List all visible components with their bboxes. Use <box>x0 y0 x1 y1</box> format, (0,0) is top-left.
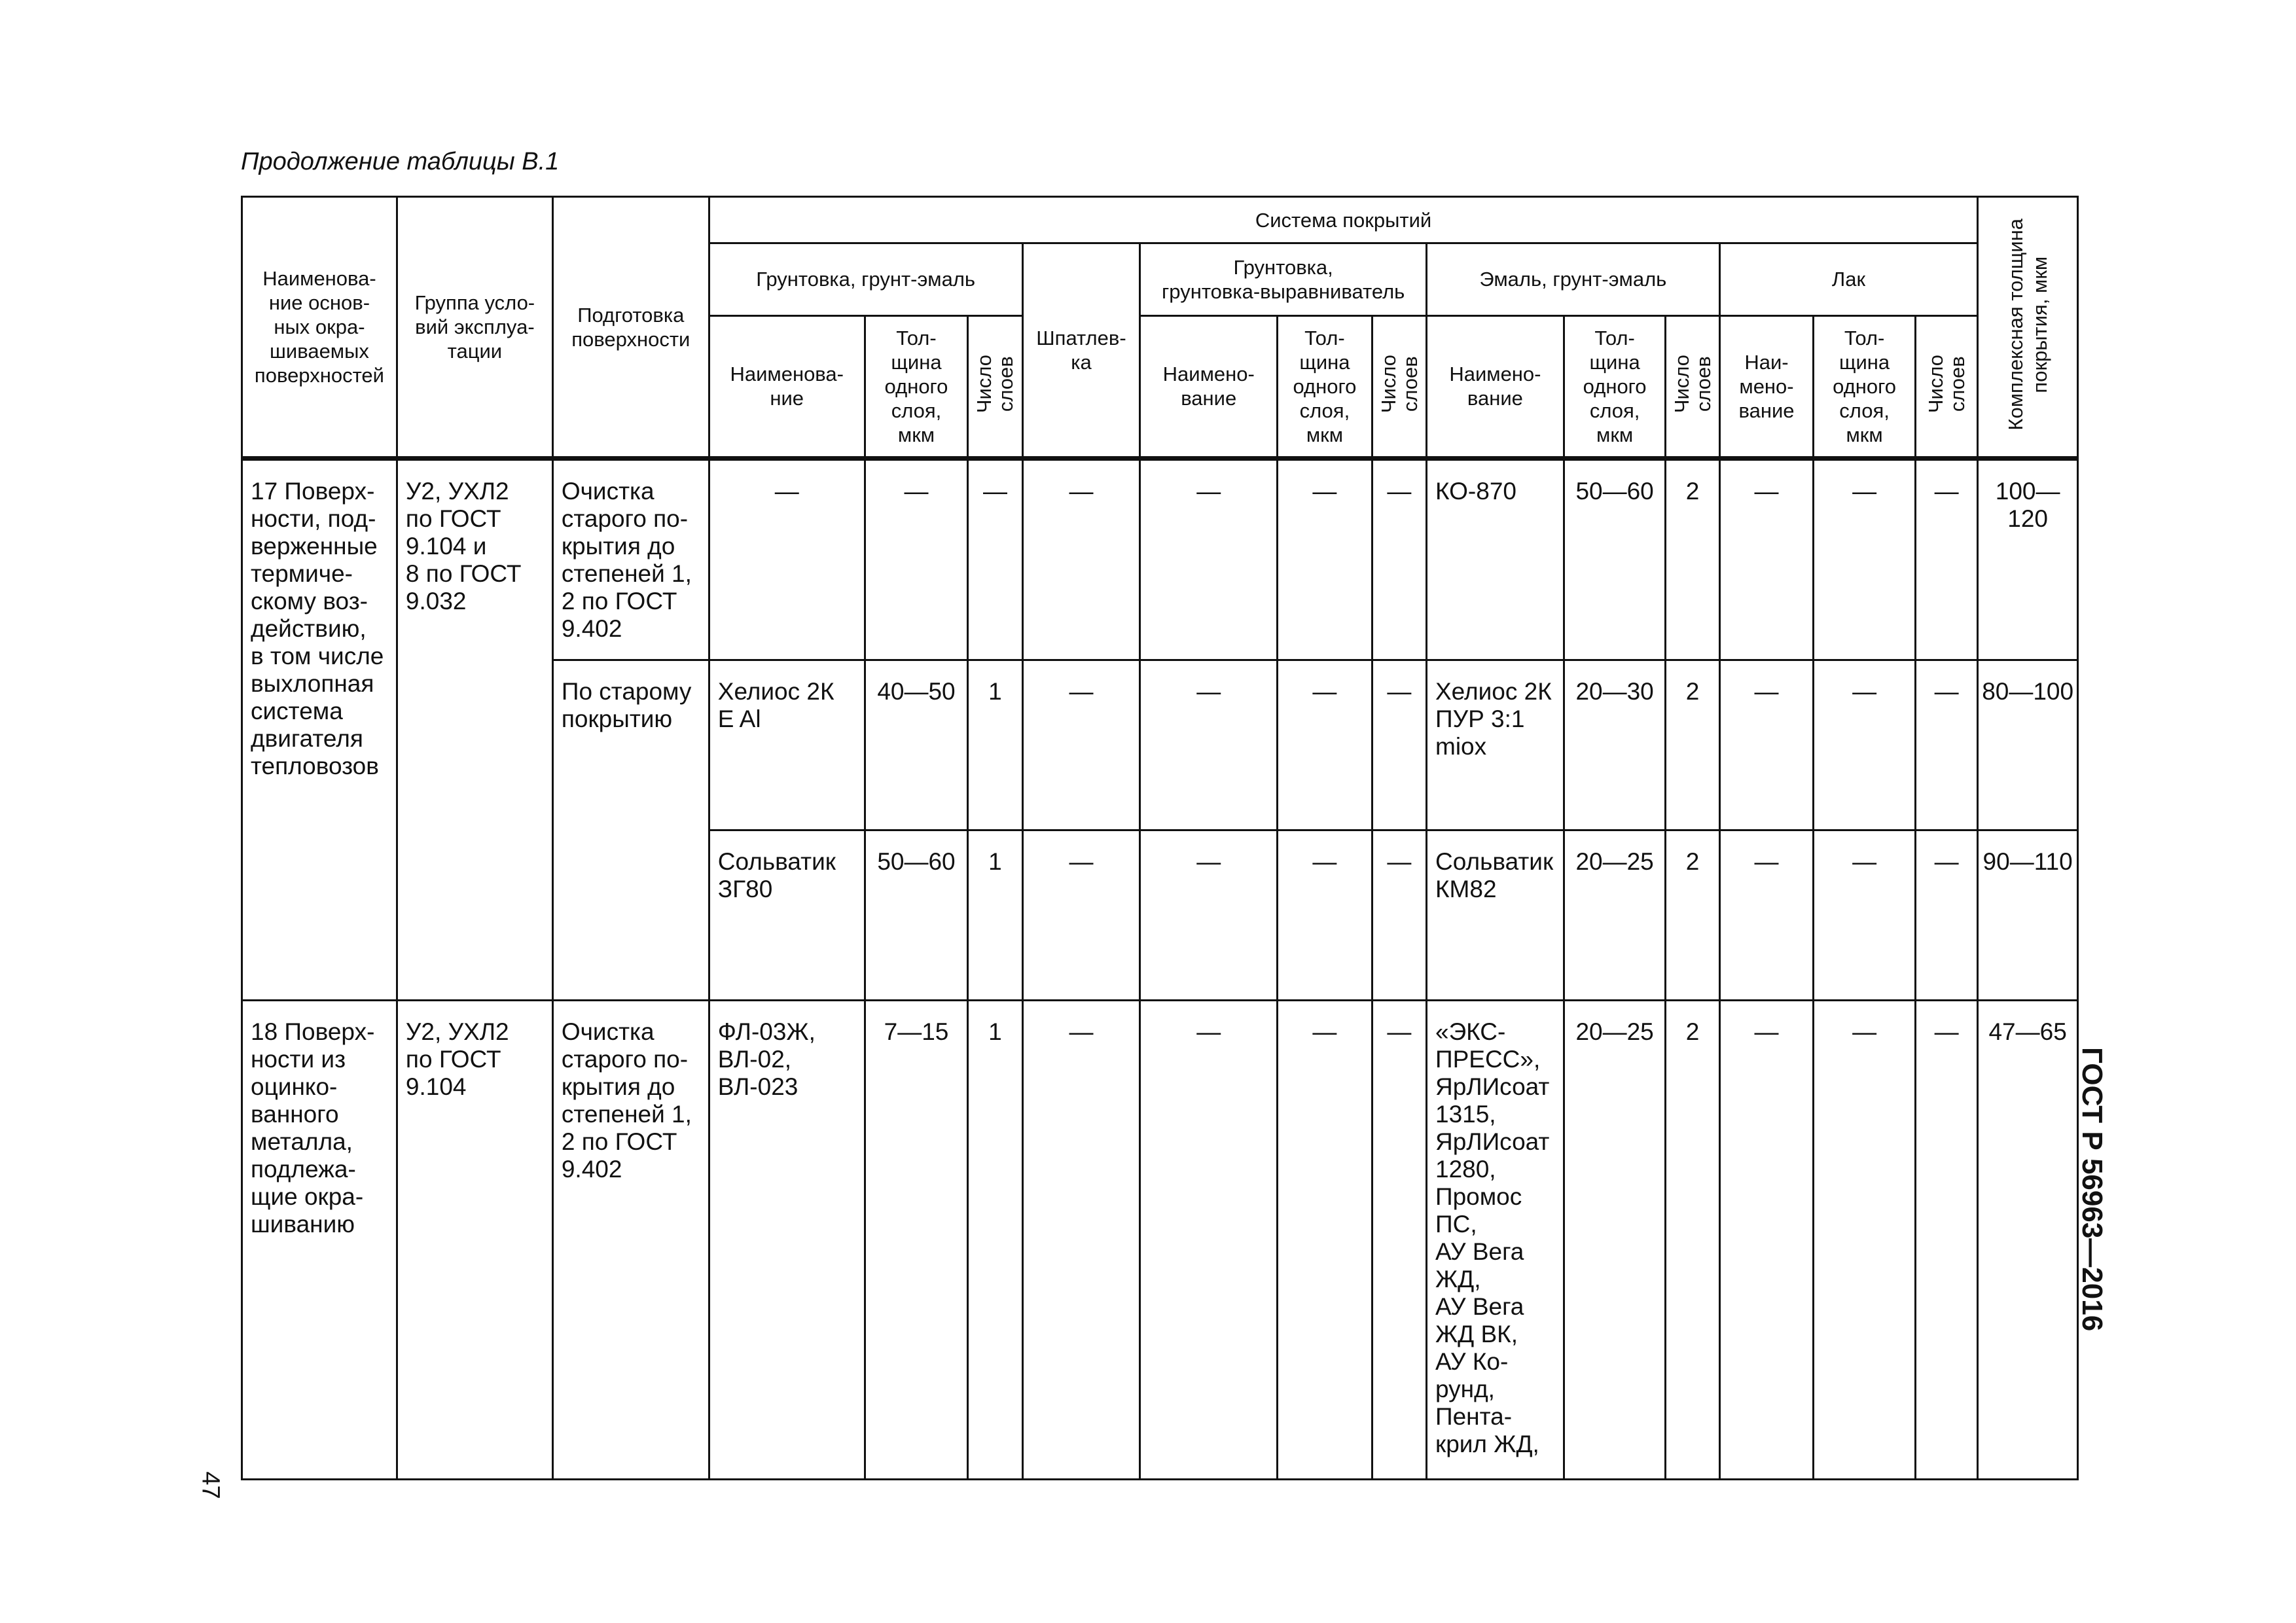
cell-lacquer-layers-17a: — <box>1915 459 1977 660</box>
cell-lacquer-layers-17b: — <box>1915 660 1977 830</box>
header-lacquer-layers <box>1915 315 1977 459</box>
cell-enamel-name-18: «ЭКС- ПРЕСС», ЯрЛИсоат 1315, ЯрЛИсоат 1280, Промос ПС, АУ Вега ЖД, АУ Вега ЖД ВК, АУ Ко- рунд, Пента- крил ЖД, <box>1427 1000 1564 1479</box>
header-row-1 <box>242 197 2078 243</box>
cell-total-17a: 100— 120 <box>1978 459 2078 660</box>
header-enamel-name: Наимено- вание <box>1427 315 1564 459</box>
cell-leveler-name-17a: — <box>1140 459 1278 660</box>
cell-lacquer-thickness-17a: — <box>1814 459 1916 660</box>
document-code: ГОСТ Р 56963—2016 <box>2076 1047 2108 1332</box>
table-row-18 <box>242 1000 2078 1479</box>
header-lacquer: Лак <box>1719 243 1978 315</box>
header-surface: Наименова- ние основ- ных окра- шиваемых поверхностей <box>242 197 397 459</box>
cell-lacquer-layers-17c: — <box>1915 830 1977 1000</box>
cell-prep-17b: По старому покрытию <box>552 660 709 1001</box>
header-total-text: Комплексная толщина покрытия, мкм <box>2004 218 2052 431</box>
cell-putty-17a: — <box>1022 459 1140 660</box>
cell-lacquer-name-17c: — <box>1719 830 1814 1000</box>
cell-lacquer-name-18: — <box>1719 1000 1814 1479</box>
cell-lacquer-layers-18: — <box>1915 1000 1977 1479</box>
cell-prep-17a: Очистка старого по- крытия до степеней 1, 2 по ГОСТ 9.402 <box>552 459 709 660</box>
cell-enamel-layers-17a: 2 <box>1666 459 1719 660</box>
cell-primer-name-18: ФЛ-03Ж, ВЛ-02, ВЛ-023 <box>709 1000 865 1479</box>
cell-enamel-layers-17c: 2 <box>1666 830 1719 1000</box>
cell-surface-17: 17 Поверх- ности, под- верженные термиче- скому воз- действию, в том числе выхлопная система двигателя тепловозов <box>242 459 397 1001</box>
cell-enamel-layers-17b: 2 <box>1666 660 1719 830</box>
cell-total-18: 47—65 <box>1978 1000 2078 1479</box>
header-lacquer-thickness: Тол- щина одного слоя, мкм <box>1814 315 1916 459</box>
cell-lacquer-name-17a: — <box>1719 459 1814 660</box>
cell-enamel-name-17c: Сольватик КМ82 <box>1427 830 1564 1000</box>
cell-lacquer-thickness-17c: — <box>1814 830 1916 1000</box>
cell-lacquer-thickness-17b: — <box>1814 660 1916 830</box>
cell-putty-18: — <box>1022 1000 1140 1479</box>
cell-leveler-layers-17a: — <box>1372 459 1426 660</box>
header-leveler-name: Наимено- вание <box>1140 315 1278 459</box>
table-caption: Продолжение таблицы В.1 <box>241 148 560 175</box>
cell-primer-name-17b: Хелиос 2К E Al <box>709 660 865 830</box>
header-primer-layers-text: Число слоев <box>973 354 1018 413</box>
cell-leveler-layers-18: — <box>1372 1000 1426 1479</box>
cell-surface-18: 18 Поверх- ности из оцинко- ванного металла, подлежа- щие окра- шиванию <box>242 1000 397 1479</box>
cell-primer-thickness-17a: — <box>865 459 968 660</box>
cell-enamel-name-17b: Хелиос 2К ПУР 3:1 miox <box>1427 660 1564 830</box>
cell-leveler-layers-17c: — <box>1372 830 1426 1000</box>
header-enamel: Эмаль, грунт-эмаль <box>1427 243 1720 315</box>
header-enamel-layers-text: Число слоев <box>1670 354 1715 413</box>
cell-enamel-layers-18: 2 <box>1666 1000 1719 1479</box>
header-system: Система покрытий <box>709 197 1978 243</box>
cell-group-18: У2, УХЛ2 по ГОСТ 9.104 <box>397 1000 552 1479</box>
header-enamel-thickness: Тол- щина одного слоя, мкм <box>1564 315 1666 459</box>
cell-primer-layers-17c: 1 <box>968 830 1022 1000</box>
cell-enamel-thickness-17a: 50—60 <box>1564 459 1666 660</box>
cell-leveler-thickness-17c: — <box>1278 830 1372 1000</box>
cell-prep-18: Очистка старого по- крытия до степеней 1, 2 по ГОСТ 9.402 <box>552 1000 709 1479</box>
cell-leveler-layers-17b: — <box>1372 660 1426 830</box>
header-primer-name: Наименова- ние <box>709 315 865 459</box>
cell-putty-17b: — <box>1022 660 1140 830</box>
cell-total-17c: 90—110 <box>1978 830 2078 1000</box>
cell-leveler-thickness-17b: — <box>1278 660 1372 830</box>
cell-total-17b: 80—100 <box>1978 660 2078 830</box>
cell-enamel-thickness-17b: 20—30 <box>1564 660 1666 830</box>
cell-lacquer-name-17b: — <box>1719 660 1814 830</box>
cell-primer-name-17a: — <box>709 459 865 660</box>
cell-primer-name-17c: Сольватик ЗГ80 <box>709 830 865 1000</box>
header-leveler: Грунтовка, грунтовка-выравниватель <box>1140 243 1427 315</box>
cell-enamel-name-17a: КО-870 <box>1427 459 1564 660</box>
cell-leveler-thickness-17a: — <box>1278 459 1372 660</box>
header-leveler-thickness: Тол- щина одного слоя, мкм <box>1278 315 1372 459</box>
cell-enamel-thickness-18: 20—25 <box>1564 1000 1666 1479</box>
header-enamel-layers <box>1666 315 1719 459</box>
cell-leveler-name-17b: — <box>1140 660 1278 830</box>
header-total <box>1978 197 2078 459</box>
cell-enamel-thickness-17c: 20—25 <box>1564 830 1666 1000</box>
header-lacquer-name: Наи- мено- вание <box>1719 315 1814 459</box>
cell-primer-layers-17a: — <box>968 459 1022 660</box>
header-group: Группа усло- вий эксплуа- тации <box>397 197 552 459</box>
cell-leveler-thickness-18: — <box>1278 1000 1372 1479</box>
header-primer: Грунтовка, грунт-эмаль <box>709 243 1022 315</box>
table-row-17a <box>242 459 2078 660</box>
page-number: 47 <box>196 1471 224 1499</box>
cell-lacquer-thickness-18: — <box>1814 1000 1916 1479</box>
header-prep: Подготовка поверхности <box>552 197 709 459</box>
cell-putty-17c: — <box>1022 830 1140 1000</box>
header-leveler-layers-text: Число слоев <box>1376 354 1422 413</box>
header-primer-thickness: Тол- щина одного слоя, мкм <box>865 315 968 459</box>
header-leveler-layers <box>1372 315 1426 459</box>
header-lacquer-layers-text: Число слоев <box>1924 354 1969 413</box>
cell-primer-thickness-18: 7—15 <box>865 1000 968 1479</box>
cell-primer-thickness-17b: 40—50 <box>865 660 968 830</box>
cell-primer-layers-18: 1 <box>968 1000 1022 1479</box>
cell-leveler-name-17c: — <box>1140 830 1278 1000</box>
cell-leveler-name-18: — <box>1140 1000 1278 1479</box>
cell-primer-layers-17b: 1 <box>968 660 1022 830</box>
cell-group-17: У2, УХЛ2 по ГОСТ 9.104 и 8 по ГОСТ 9.032 <box>397 459 552 1001</box>
cell-primer-thickness-17c: 50—60 <box>865 830 968 1000</box>
header-putty: Шпатлев- ка <box>1022 243 1140 459</box>
header-primer-layers <box>968 315 1022 459</box>
coatings-table <box>241 196 2079 1480</box>
